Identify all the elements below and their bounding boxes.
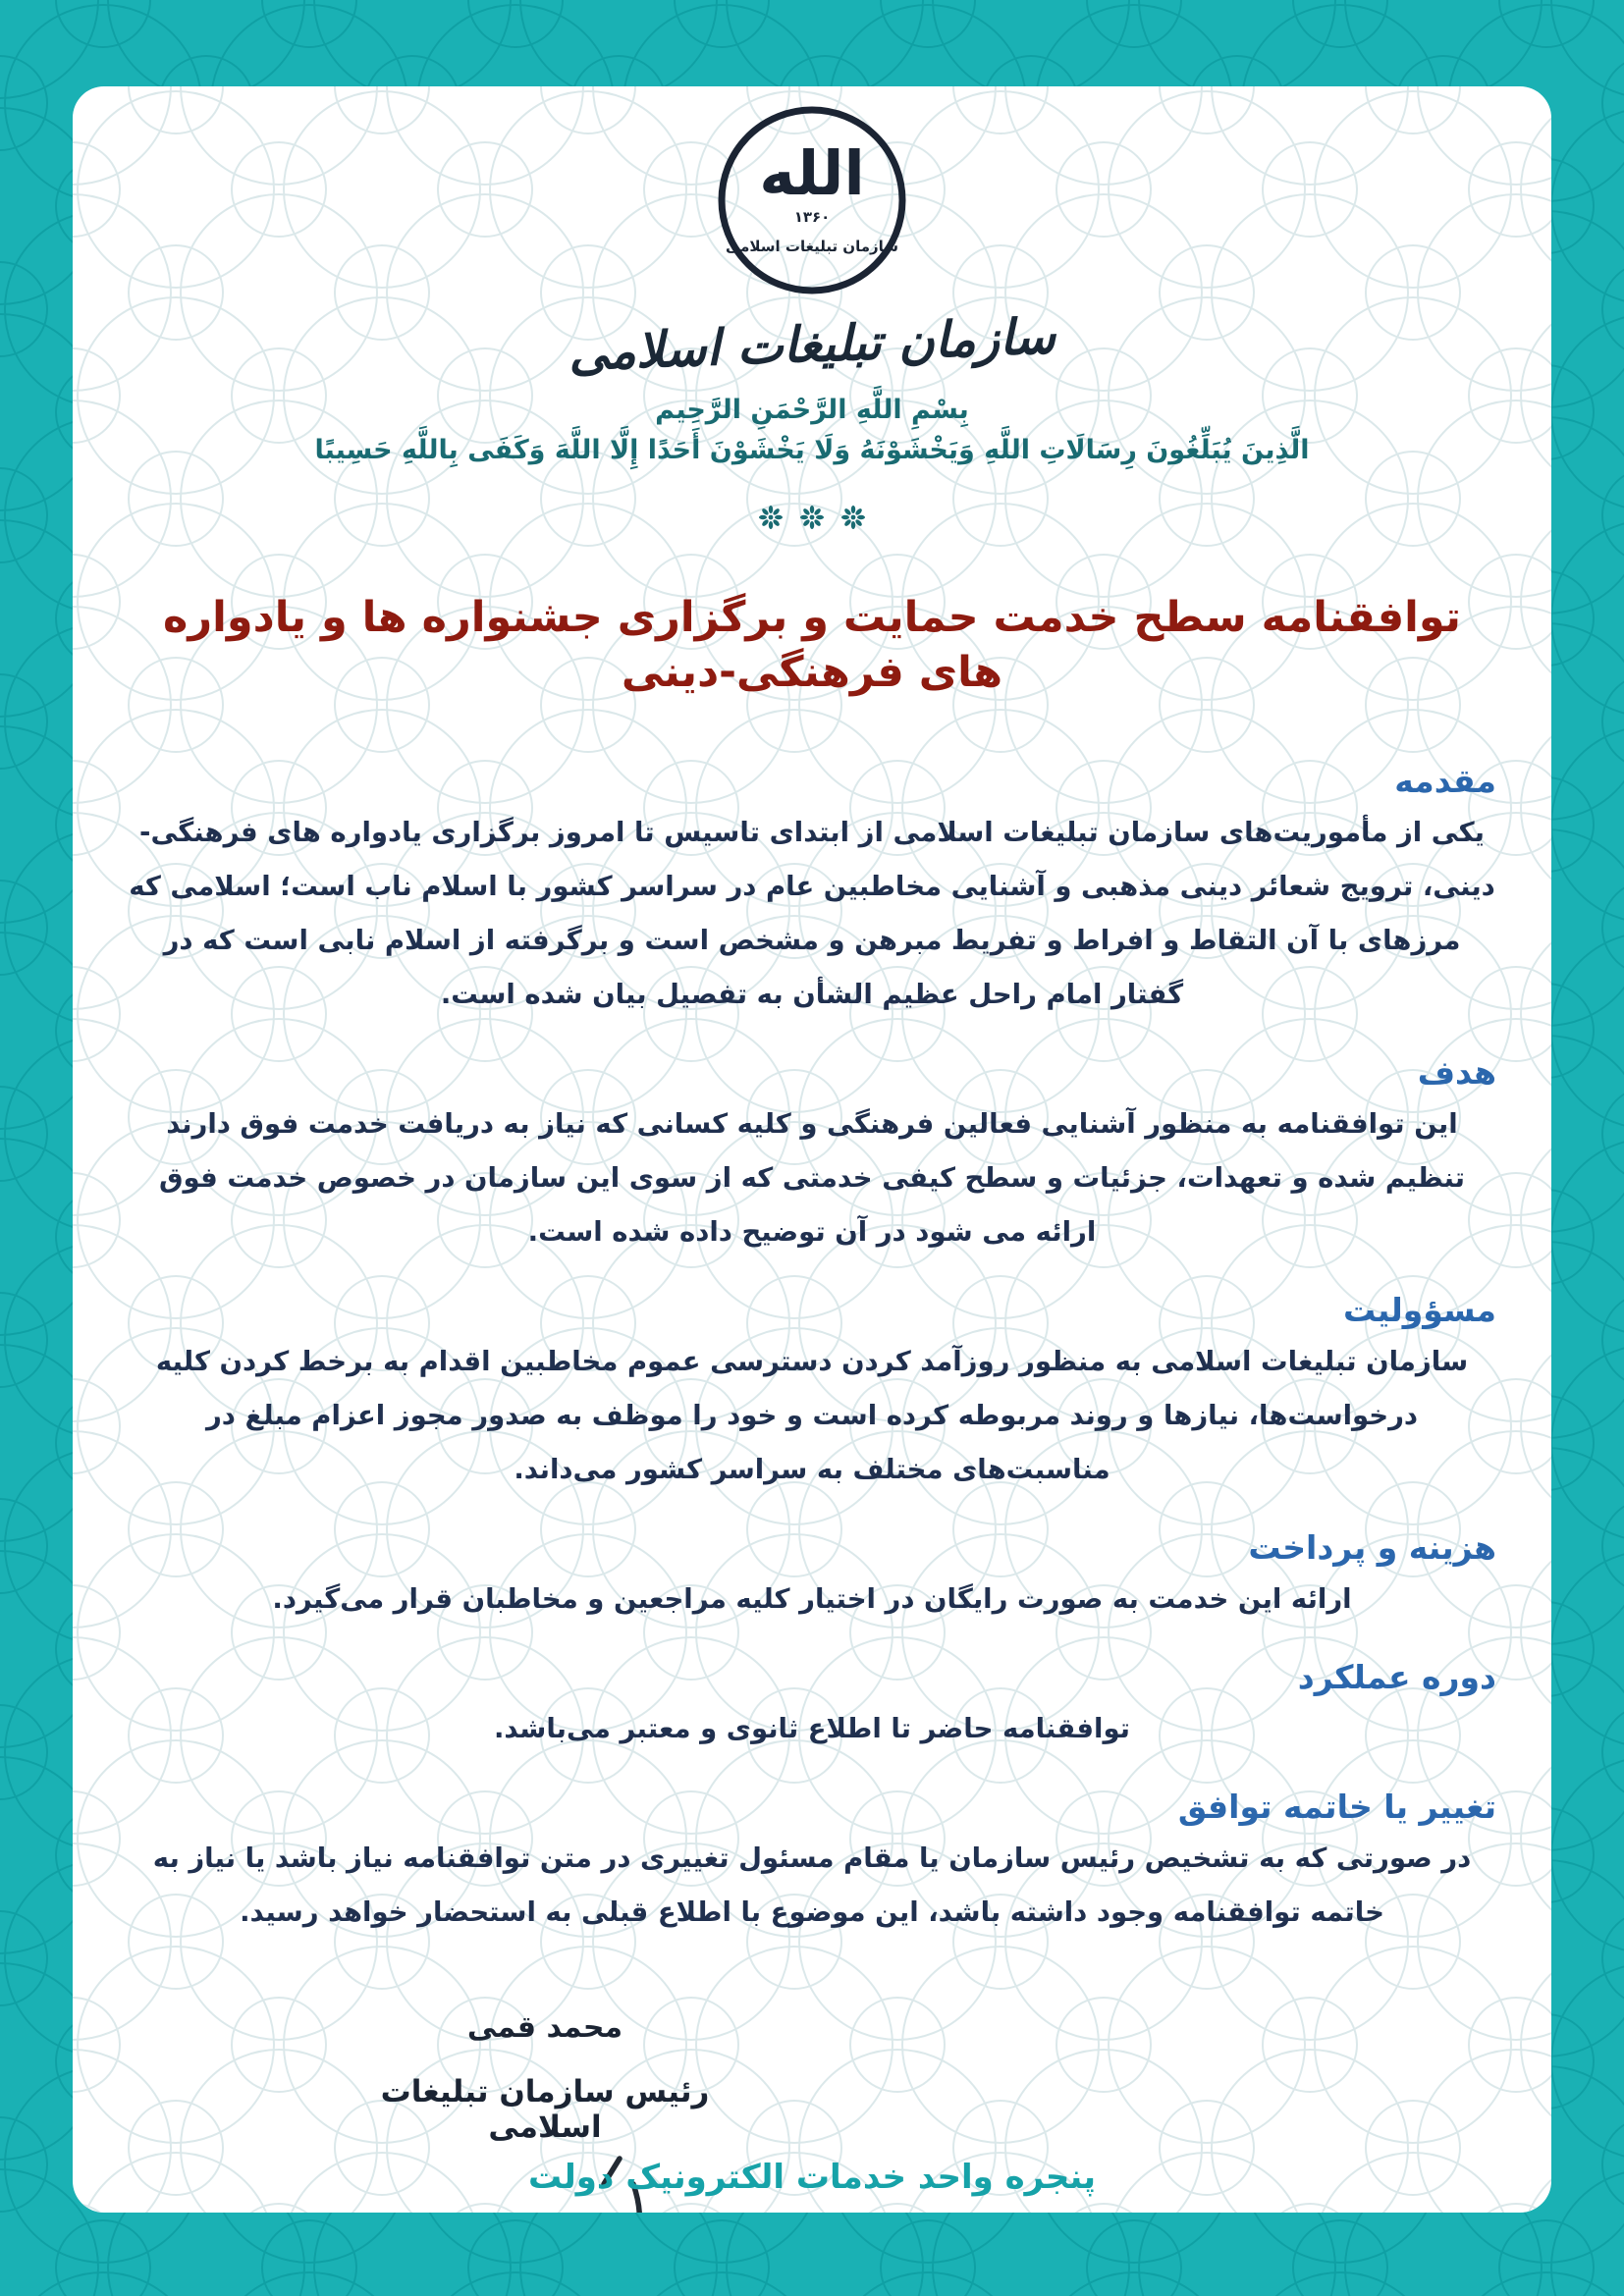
section-heading: دوره عملکرد (1297, 1657, 1496, 1696)
flower-asterisk-icon (840, 505, 866, 530)
organization-wordmark: سازمان تبلیغات اسلامی (568, 307, 1056, 382)
section-moghaddameh (128, 762, 1496, 1022)
section-heading: تغییر یا خاتمه توافق (1177, 1787, 1496, 1826)
signer-role: رئیس سازمان تبلیغات اسلامی (380, 2073, 710, 2145)
section-body: توافقنامه حاضر تا اطلاع ثانوی و معتبر می‌باشد. (493, 1712, 1131, 1744)
organization-logo (704, 98, 920, 306)
section-heading: مقدمه (1394, 761, 1496, 800)
section-masouliat (128, 1291, 1496, 1497)
section-body: سازمان تبلیغات اسلامی به منظور روزآمد کردن دسترسی عموم مخاطبین اقدام به برخط کردن کلیه درخواست‌ها، نیازها و روند مربوطه کرده است و خود را موظف به صدور مجوز اعزام مبلغ در مناسبت‌های مختلف به سراسر کشور می‌داند. (155, 1345, 1469, 1485)
quran-verse-line: الَّذِينَ يُبَلِّغُونَ رِسَالَاتِ اللَّهِ وَيَخْشَوْنَهُ وَلَا يَخْشَوْنَ أَحَدًا إِلَّا اللَّهَ وَكَفَى بِاللَّهِ حَسِيبًا (314, 435, 1310, 465)
footer-egov-label: پنجره واحد خدمات الکترونیک دولت (528, 2158, 1096, 2197)
section-body: در صورتی که به تشخیص رئیس سازمان یا مقام مسئول تغییری در متن توافقنامه نیاز باشد یا نیاز به خاتمه توافقنامه وجود داشته باشد، این موضوع با اطلاع قبلی به استحضار خواهد رسید. (152, 1842, 1472, 1928)
section-taghir-khatemeh (128, 1788, 1496, 1940)
flower-asterisk-icon (799, 505, 825, 530)
signer-name: محمد قمی (466, 2009, 623, 2045)
bismillah-line: بِسْمِ اللَّهِ الرَّحْمَنِ الرَّحِيم (655, 395, 969, 425)
section-body: یکی از مأموریت‌های سازمان تبلیغات اسلامی از ابتدای تاسیس تا امروز برگزاری یادواره های فرهنگی- دینی، ترویج شعائر دینی مذهبی و آشنایی مخاطبین عام در سراسر کشور با اسلام ناب است؛ اسلامی که مرزهای با آن التقاط و افراط و تفریط مبرهن و مشخص است و برگرفته از اسلام نابی است که در گفتار امام راحل عظیم الشأن به تفصیل بیان شده است. (129, 816, 1495, 1010)
star-separator (128, 505, 1496, 530)
section-body: این توافقنامه به منظور آشنایی فعالین فرهنگی و کلیه کسانی که نیاز به دریافت خدمت فوق دارند تنظیم شده و تعهدات، جزئیات و سطح کیفی خدمتی که از سوی این سازمان در خصوص خدمت فوق ارائه می شود در آن توضیح داده شده است. (158, 1107, 1466, 1248)
section-heading: هزینه و پرداخت (1248, 1527, 1496, 1567)
allah-calligraphy-icon: الله (759, 137, 865, 209)
section-heading: مسؤولیت (1342, 1290, 1496, 1329)
letter-content (73, 86, 1551, 2213)
letter-card (73, 86, 1551, 2213)
section-body: ارائه این خدمت به صورت رایگان در اختیار کلیه مراجعین و مخاطبان قرار می‌گیرد. (272, 1582, 1352, 1615)
section-hadaf (128, 1053, 1496, 1259)
sections-container (128, 762, 1496, 1940)
section-dooreh-amalkard (128, 1658, 1496, 1756)
document-title: توافقنامه سطح خدمت حمایت و برگزاری جشنواره ها و یادواره های فرهنگی-دینی (163, 593, 1461, 697)
logo-ring-text: سازمان تبلیغات اسلامی (725, 238, 899, 255)
flower-asterisk-icon (758, 505, 784, 530)
logo-year: ۱۳۶۰ (793, 208, 831, 226)
section-hazineh-pardakht (128, 1528, 1496, 1627)
section-heading: هدف (1417, 1052, 1496, 1092)
